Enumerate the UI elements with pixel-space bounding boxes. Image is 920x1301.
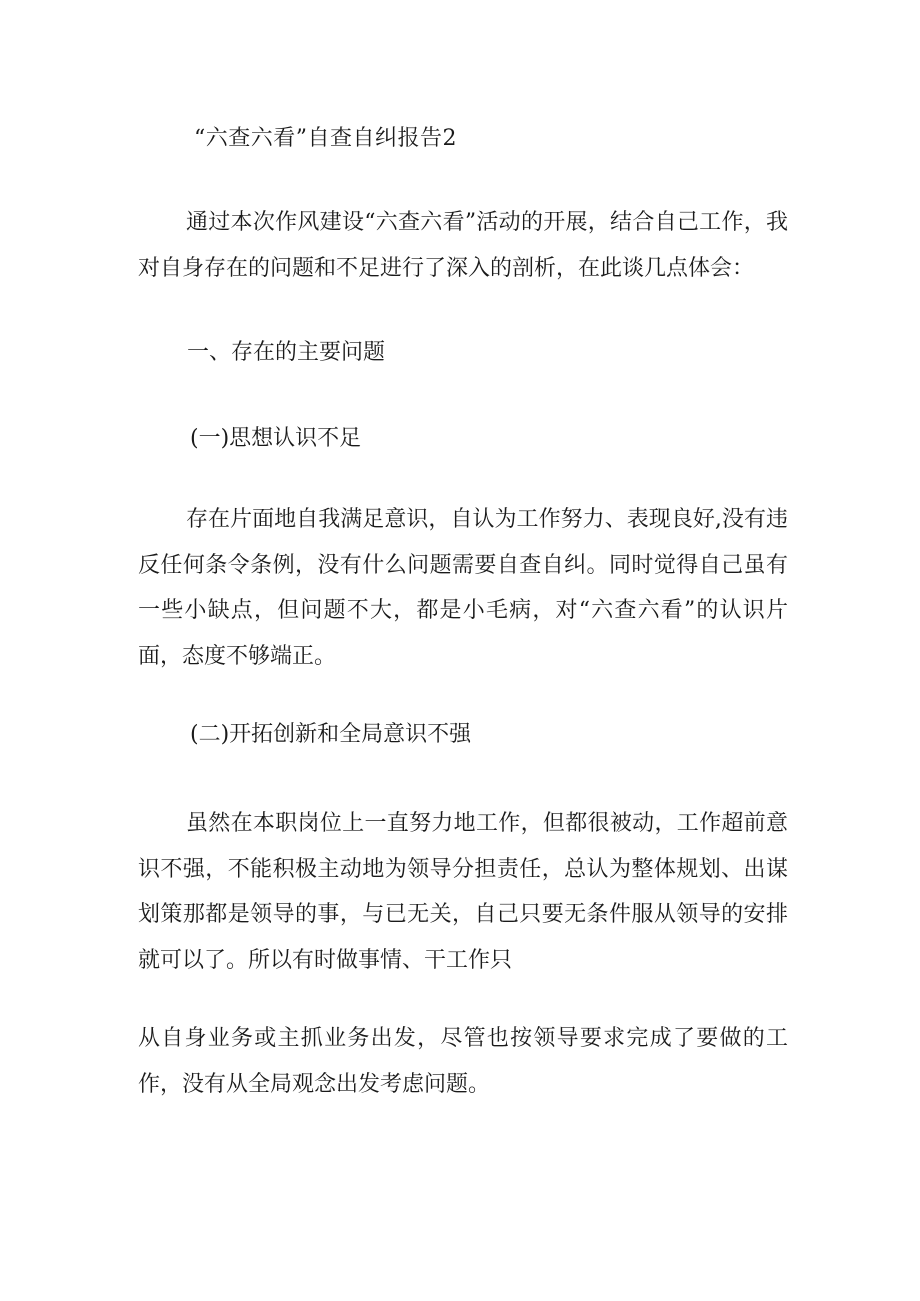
section-heading-main-problems: 一、存在的主要问题 bbox=[187, 340, 386, 365]
subsection-heading-innovation: (二)开拓创新和全局意识不强 bbox=[190, 722, 472, 747]
subsection-body-thinking: 存在片面地自我满足意识，自认为工作努力、表现良好,没有违反任何条令条例，没有什么问题需要自查自纠。同时觉得自己虽有一些小缺点，但问题不大，都是小毛病，对“六查六看”的认识片面，态度不够端正。 bbox=[138, 507, 788, 669]
continuation-paragraph: 从自身业务或主抓业务出发，尽管也按领导要求完成了要做的工作，没有从全局观念出发考虑问题。 bbox=[138, 1026, 788, 1097]
subsection-body-innovation: 虽然在本职岗位上一直努力地工作，但都很被动，工作超前意识不强，不能积极主动地为领导分担责任，总认为整体规划、出谋划策那都是领导的事，与已无关，自己只要无条件服从领导的安排就可以了。所以有时做事情、干工作只 bbox=[138, 811, 788, 973]
document-title: “六查六看”自查自纠报告2 bbox=[194, 126, 457, 151]
subsection-heading-thinking: (一)思想认识不足 bbox=[190, 426, 362, 451]
intro-paragraph: 通过本次作风建设“六查六看”活动的开展，结合自己工作，我对自身存在的问题和不足进行了深入的剖析，在此谈几点体会： bbox=[138, 210, 788, 281]
